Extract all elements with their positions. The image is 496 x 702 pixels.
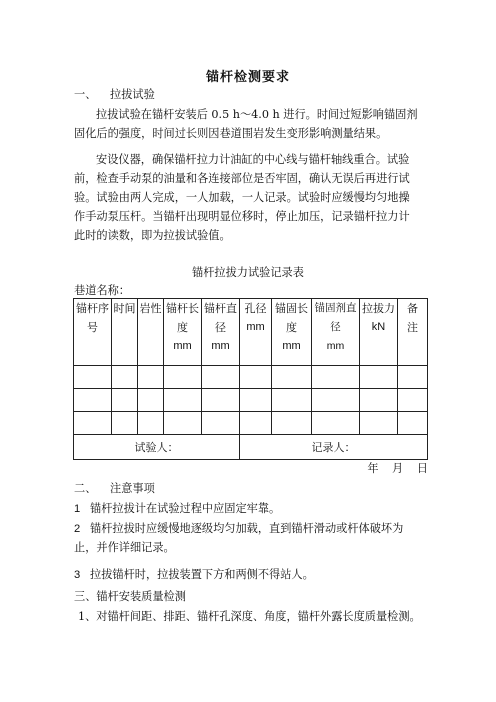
section2-title: 注意事项 (110, 482, 155, 495)
section3-heading: 三、锚杆安装质量检测 (74, 590, 186, 603)
table-cell[interactable] (312, 412, 360, 435)
table-row (74, 412, 428, 435)
recorder-cell (240, 435, 428, 460)
section1-title: 拉拔试验 (110, 88, 155, 101)
table-cell[interactable] (138, 389, 164, 412)
table-cell[interactable] (202, 389, 240, 412)
table-cell[interactable] (164, 366, 202, 389)
table-cell[interactable] (398, 366, 428, 389)
roadway-name-label: 巷道名称： (74, 284, 130, 297)
table-cell[interactable] (138, 412, 164, 435)
paragraph-line: 前，检查手动泵的油量和各连接部位是否牢固，确认无误后再进行试 (74, 172, 410, 185)
date-line: 年 月 日 (367, 462, 428, 475)
table-cell[interactable] (240, 366, 272, 389)
section1-number: 一、 (74, 88, 97, 101)
header-cell: 锚固长 度 mm (272, 299, 312, 366)
paragraph-line: 安设仪器，确保锚杆拉力计油缸的中心线与锚杆轴线重合。试验 (96, 153, 410, 166)
table-cell[interactable] (272, 412, 312, 435)
header-cell: 锚杆序 号 (74, 299, 112, 366)
table-cell[interactable] (74, 389, 112, 412)
table-caption: 锚杆拉拔力试验记录表 (192, 266, 304, 279)
paragraph-line: 验。试验由两人完成，一人加载，一人记录。试验时应缓慢均匀地操 (74, 191, 410, 204)
header-cell: 岩性 (138, 299, 164, 366)
paragraph-line: 此时的读数，即为拉拔试验值。 (74, 229, 231, 242)
table-cell[interactable] (240, 412, 272, 435)
header-cell: 备 注 (398, 299, 428, 366)
table-cell[interactable] (312, 366, 360, 389)
paragraph-line: 作手动泵压杆。当锚杆出现明显位移时，停止加压，记录锚杆拉力计 (74, 210, 410, 223)
paragraph-line: 拉拔试验在锚杆安装后 0.5 h～4.0 h 进行。时间过短影响锚固剂 (96, 108, 418, 121)
list-item: 3 拉拔锚杆时，拉拔装置下方和两侧不得站人。 (74, 568, 314, 581)
table-cell[interactable] (112, 366, 138, 389)
table-cell[interactable] (74, 412, 112, 435)
table-cell[interactable] (272, 389, 312, 412)
list-item: 1 锚杆拉拔计在试验过程中应固定牢靠。 (74, 502, 281, 515)
table-cell[interactable] (272, 366, 312, 389)
header-cell: 锚杆长 度 mm (164, 299, 202, 366)
list-item: 1、对锚杆间距、排距、锚杆孔深度、角度，锚杆外露长度质量检测。 (78, 610, 421, 623)
table-cell[interactable] (360, 389, 398, 412)
table-cell[interactable] (74, 366, 112, 389)
tester-cell (74, 435, 240, 460)
section2-heading (74, 482, 155, 496)
table-cell[interactable] (202, 412, 240, 435)
section2-number: 二、 (74, 482, 97, 495)
table-signature-row (74, 435, 428, 460)
document-title: 锚杆检测要求 (205, 70, 290, 85)
paragraph-line: 固化后的强度，时间过长则因巷道围岩发生变形影响测量结果。 (74, 127, 388, 140)
table-row (74, 389, 428, 412)
table-cell[interactable] (240, 389, 272, 412)
table-cell[interactable] (138, 366, 164, 389)
header-cell: 锚杆直 径 mm (202, 299, 240, 366)
table-cell[interactable] (398, 412, 428, 435)
table-row (74, 366, 428, 389)
tester-label: 试验人： (134, 440, 179, 454)
section1-heading (74, 88, 155, 102)
table-header-row (74, 299, 428, 366)
header-cell: 孔径 mm (240, 299, 272, 366)
header-cell: 时间 (112, 299, 138, 366)
table-cell[interactable] (164, 412, 202, 435)
table-cell[interactable] (360, 366, 398, 389)
list-item: 2 锚杆拉拔时应缓慢地逐级均匀加载，直到锚杆滑动或杆体破坏为 (74, 522, 404, 535)
pull-test-record-table (73, 298, 428, 460)
list-item-continuation: 止，并作详细记录。 (74, 541, 175, 554)
header-cell: 拉拔力 kN (360, 299, 398, 366)
header-cell: 锚固剂直 径 mm (312, 299, 360, 366)
table-cell[interactable] (202, 366, 240, 389)
table-cell[interactable] (360, 412, 398, 435)
table-cell[interactable] (112, 412, 138, 435)
table-cell[interactable] (398, 389, 428, 412)
table-cell[interactable] (112, 389, 138, 412)
table-cell[interactable] (312, 389, 360, 412)
table-cell[interactable] (164, 389, 202, 412)
recorder-label: 记录人： (311, 440, 356, 454)
